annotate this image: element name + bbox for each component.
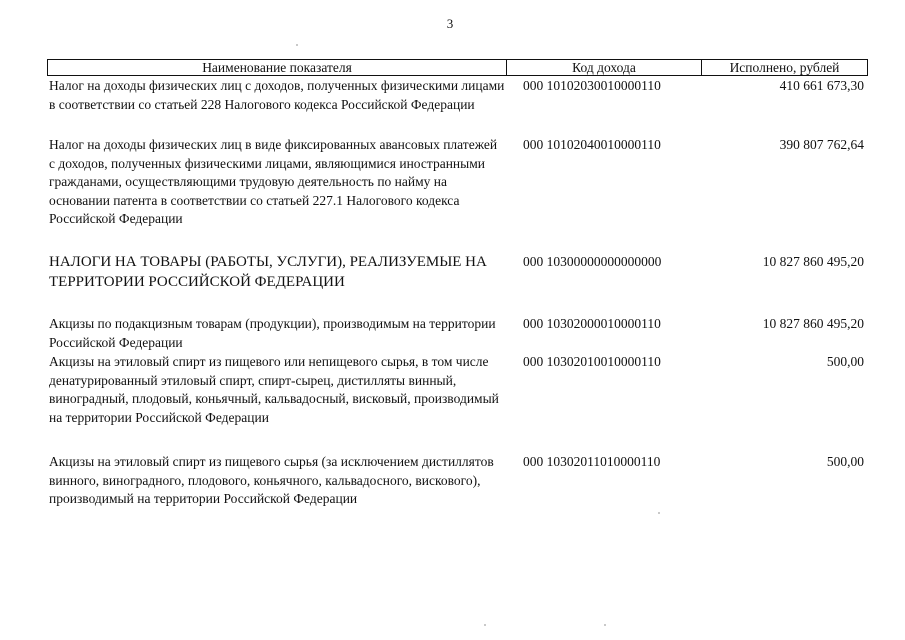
row-amount: 390 807 762,64 xyxy=(779,137,864,152)
scan-speck xyxy=(484,624,486,626)
row-name: Акцизы на этиловый спирт из пищевого или непищевого сырья, в том числе денатурированный этиловый спирт, спирт-сырец, дистилляты винный, виноградный, плодовый, коньячный, кальвадосный, висковый, производимый на территории Российской Федерации xyxy=(49,354,499,425)
row-amount: 10 827 860 495,20 xyxy=(762,254,864,269)
scan-speck xyxy=(296,44,298,46)
row-code: 000 10102030010000110 xyxy=(523,78,661,93)
row-code: 000 10102040010000110 xyxy=(523,137,661,152)
table-header-row xyxy=(47,59,868,76)
row-amount: 10 827 860 495,20 xyxy=(762,316,864,331)
table-row xyxy=(47,315,868,353)
row-code: 000 10300000000000000 xyxy=(523,254,662,269)
row-amount: 500,00 xyxy=(826,454,864,469)
row-name: Налог на доходы физических лиц в виде фиксированных авансовых платежей с доходов, полученных физическими лицами, являющимися иностранными гражданами, осуществляющими трудовую деятельность по найму на основании патента в соответствии со статьей 227.1 Налогового кодекса Российской Федерации xyxy=(49,137,498,227)
revenue-table xyxy=(47,59,868,533)
header-name: Наименование показателя xyxy=(48,60,507,75)
row-name: НАЛОГИ НА ТОВАРЫ (РАБОТЫ, УСЛУГИ), РЕАЛИЗУЕМЫЕ НА ТЕРРИТОРИИ РОССИЙСКОЙ ФЕДЕРАЦИИ xyxy=(49,254,487,290)
header-amount: Исполнено, рублей xyxy=(729,60,840,75)
row-code: 000 10302000010000110 xyxy=(523,316,661,331)
header-code: Код дохода xyxy=(507,60,702,75)
row-name: Акцизы на этиловый спирт из пищевого сырья (за исключением дистиллятов винного, виноградного, плодового, коньячного, кальвадосного, вискового), производимый на территории Российской Федерации xyxy=(49,454,494,507)
row-name: Акцизы по подакцизным товарам (продукции), производимым на территории Российской Федерации xyxy=(49,316,496,350)
page-number: 3 xyxy=(446,16,454,31)
table-row xyxy=(47,353,868,453)
row-amount: 410 661 673,30 xyxy=(779,78,864,93)
row-amount: 500,00 xyxy=(826,354,864,369)
row-code: 000 10302011010000110 xyxy=(523,454,661,469)
row-code: 000 10302010010000110 xyxy=(523,354,661,369)
scan-speck xyxy=(604,624,606,626)
scan-speck xyxy=(658,512,660,514)
table-row-section xyxy=(47,253,868,315)
table-row xyxy=(47,136,868,248)
row-name: Налог на доходы физических лиц с доходов, полученных физическими лицами в соответствии со статьей 228 Налогового кодекса Российской Федерации xyxy=(49,78,505,112)
table-row xyxy=(47,77,868,134)
table-row xyxy=(47,453,868,533)
